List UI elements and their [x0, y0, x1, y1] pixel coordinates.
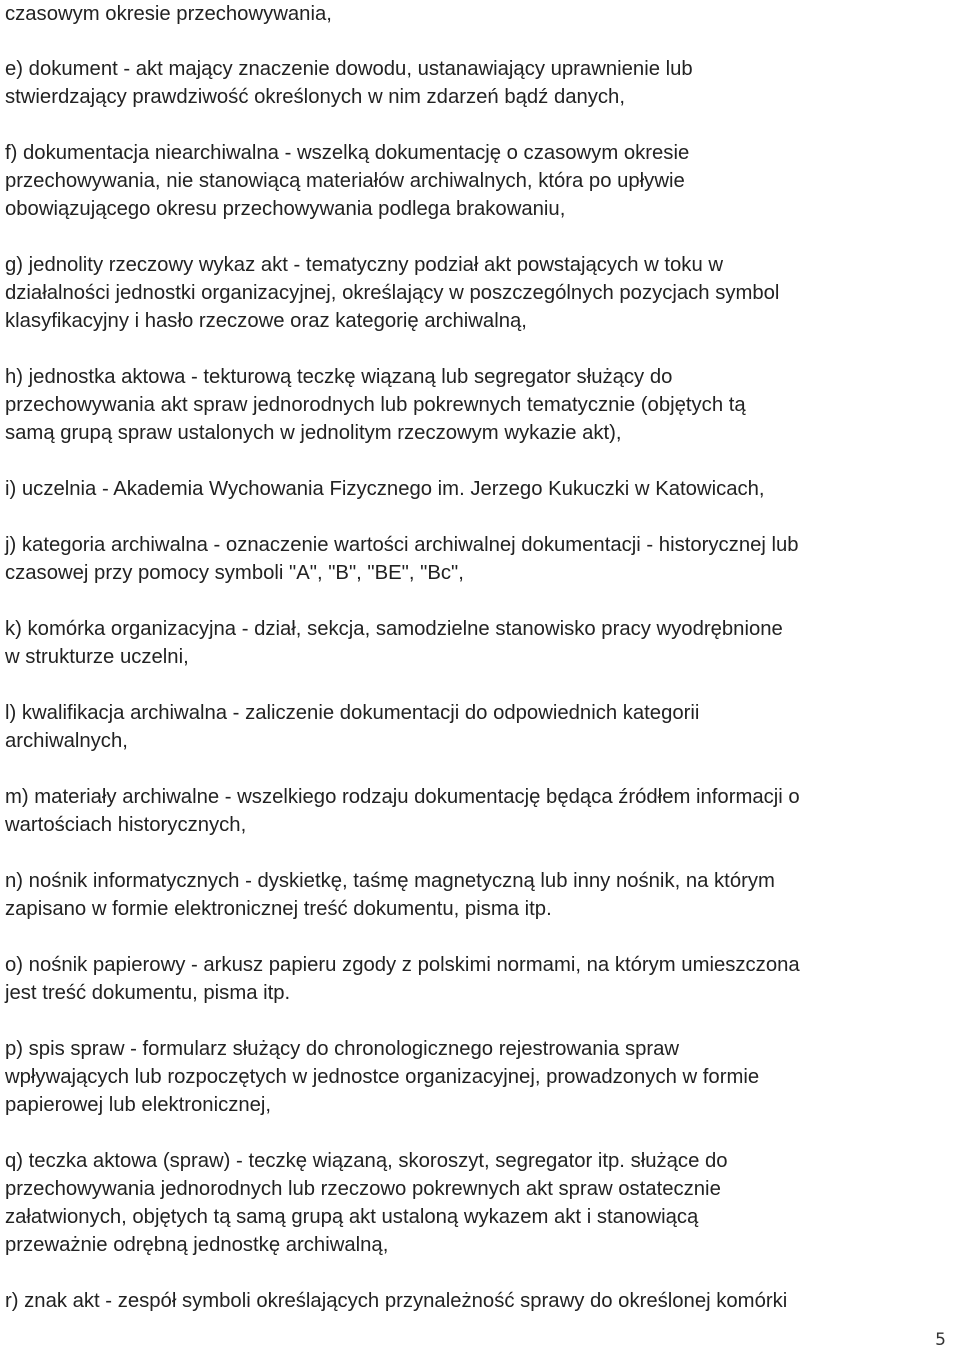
text-line: q) teczka aktowa (spraw) - teczkę wiązaną, skoroszyt, segregator itp. służące do — [5, 1150, 728, 1172]
paragraph-continuation — [5, 0, 332, 28]
definition-n — [5, 867, 775, 923]
text-line: g) jednolity rzeczowy wykaz akt - tematyczny podział akt powstających w toku w — [5, 254, 724, 276]
definition-r — [5, 1287, 787, 1315]
text-line: jest treść dokumentu, pisma itp. — [5, 982, 291, 1004]
text-line: o) nośnik papierowy - arkusz papieru zgody z polskimi normami, na którym umieszczona — [5, 954, 800, 976]
text-line: i) uczelnia - Akademia Wychowania Fizycznego im. Jerzego Kukuczki w Katowicach, — [5, 478, 765, 500]
text-line: przechowywania, nie stanowiącą materiałów archiwalnych, która po upływie — [5, 170, 685, 192]
text-line: papierowej lub elektronicznej, — [5, 1094, 272, 1116]
text-line: czasowym okresie przechowywania, — [5, 3, 332, 25]
text-line: klasyfikacyjny i hasło rzeczowe oraz kategorię archiwalną, — [5, 310, 527, 332]
text-line: j) kategoria archiwalna - oznaczenie wartości archiwalnej dokumentacji - historycznej lub — [5, 534, 799, 556]
text-line: przechowywania akt spraw jednorodnych lub pokrewnych tematycznie (objętych tą — [5, 394, 746, 416]
definition-h — [5, 363, 746, 447]
text-line: h) jednostka aktowa - tekturową teczkę wiązaną lub segregator służący do — [5, 366, 673, 388]
text-line: f) dokumentacja niearchiwalna - wszelką dokumentację o czasowym okresie — [5, 142, 690, 164]
text-line: e) dokument - akt mający znaczenie dowodu, ustanawiający uprawnienie lub — [5, 58, 693, 80]
text-line: p) spis spraw - formularz służący do chronologicznego rejestrowania spraw — [5, 1038, 680, 1060]
text-line: w strukturze uczelni, — [5, 646, 189, 668]
definition-p — [5, 1035, 759, 1119]
text-line: n) nośnik informatycznych - dyskietkę, taśmę magnetyczną lub inny nośnik, na którym — [5, 870, 775, 892]
text-line: przechowywania jednorodnych lub rzeczowo pokrewnych akt spraw ostatecznie — [5, 1178, 721, 1200]
text-line: samą grupą spraw ustalonych w jednolitym rzeczowym wykazie akt), — [5, 422, 622, 444]
text-line: wpływających lub rozpoczętych w jednostce organizacyjnej, prowadzonych w formie — [5, 1066, 760, 1088]
definition-l — [5, 699, 699, 755]
definition-o — [5, 951, 800, 1007]
definition-j — [5, 531, 799, 587]
definition-e — [5, 55, 693, 111]
text-line: r) znak akt - zespół symboli określających przynależność sprawy do określonej komórki — [5, 1290, 788, 1312]
text-line: obowiązującego okresu przechowywania podlega brakowaniu, — [5, 198, 566, 220]
definition-i — [5, 475, 765, 503]
text-line: k) komórka organizacyjna - dział, sekcja, samodzielne stanowisko pracy wyodrębnione — [5, 618, 783, 640]
definition-k — [5, 615, 783, 671]
text-line: zapisano w formie elektronicznej treść dokumentu, pisma itp. — [5, 898, 552, 920]
text-line: l) kwalifikacja archiwalna - zaliczenie dokumentacji do odpowiednich kategorii — [5, 702, 700, 724]
text-line: przeważnie odrębną jednostkę archiwalną, — [5, 1234, 389, 1256]
definition-f — [5, 139, 689, 223]
text-line: m) materiały archiwalne - wszelkiego rodzaju dokumentację będąca źródłem informacji o — [5, 786, 800, 808]
text-line: działalności jednostki organizacyjnej, określający w poszczególnych pozycjach symbol — [5, 282, 780, 304]
definition-g — [5, 251, 779, 335]
text-line: stwierdzający prawdziwość określonych w nim zdarzeń bądź danych, — [5, 86, 625, 108]
page-number: 5 — [935, 1330, 946, 1350]
text-line: załatwionych, objętych tą samą grupą akt ustaloną wykazem akt i stanowiącą — [5, 1206, 699, 1228]
text-line: archiwalnych, — [5, 730, 128, 752]
text-line: czasowej przy pomocy symboli "A", "B", "BE", "Bc", — [5, 562, 464, 584]
definition-q — [5, 1147, 728, 1259]
definition-m — [5, 783, 800, 839]
text-line: wartościach historycznych, — [5, 814, 247, 836]
